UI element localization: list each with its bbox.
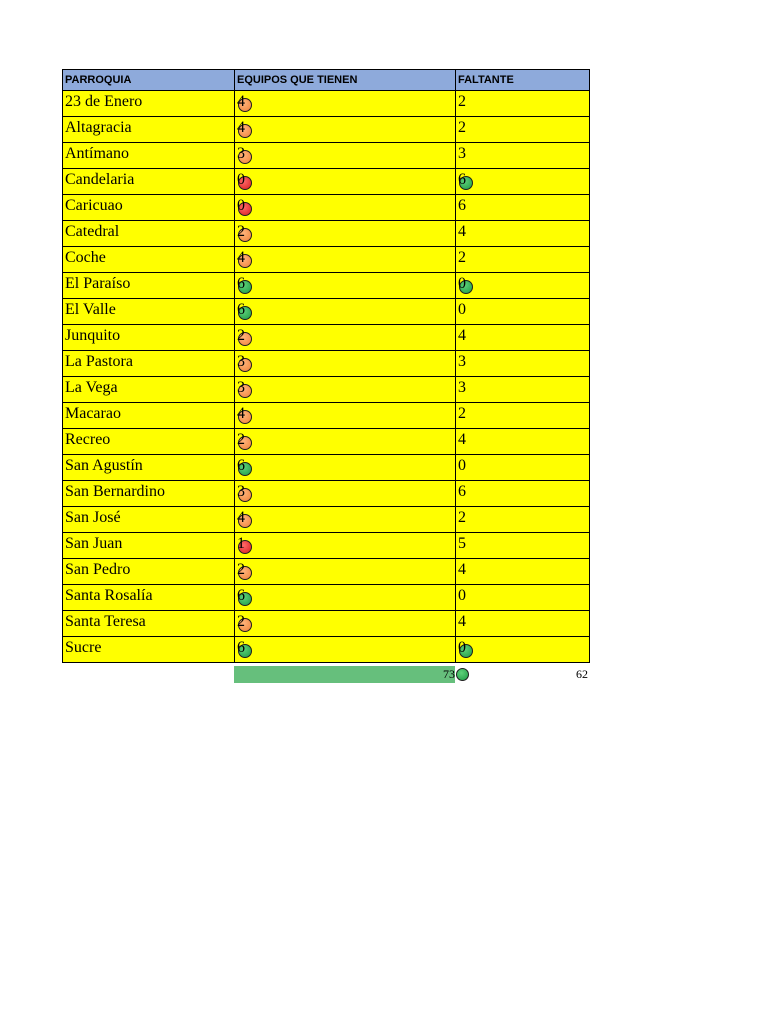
cell-faltante-content [458,507,472,532]
cell-parroquia[interactable]: La Pastora [63,351,235,377]
table-row [63,169,590,195]
cell-parroquia[interactable]: Caricuao [63,195,235,221]
equipos-value: 1 [237,535,245,552]
equipos-value: 3 [237,145,245,162]
faltante-value: 2 [458,249,466,266]
cell-equipos[interactable] [235,351,456,377]
cell-faltante[interactable] [456,377,590,403]
faltante-value: 3 [458,353,466,370]
total-faltante-value[interactable]: 62 [576,667,588,681]
cell-faltante[interactable] [456,247,590,273]
cell-faltante[interactable] [456,299,590,325]
header-faltante[interactable]: FALTANTE [456,70,590,91]
cell-faltante[interactable] [456,325,590,351]
cell-faltante-content [458,91,472,116]
cell-faltante-content [458,351,472,376]
faltante-value: 2 [458,509,466,526]
cell-equipos-content [237,247,251,272]
cell-faltante-content [458,299,472,324]
cell-equipos[interactable] [235,455,456,481]
equipos-value: 4 [237,119,245,136]
equipos-value: 4 [237,249,245,266]
faltante-value: 0 [458,275,466,292]
cell-equipos[interactable] [235,247,456,273]
cell-faltante[interactable] [456,585,590,611]
faltante-value: 3 [458,145,466,162]
cell-faltante[interactable] [456,143,590,169]
cell-equipos-content [237,533,251,558]
header-row [63,70,590,91]
header-equipos[interactable]: EQUIPOS QUE TIENEN [235,70,456,91]
cell-parroquia[interactable]: San Juan [63,533,235,559]
cell-equipos[interactable] [235,429,456,455]
equipos-value: 2 [237,327,245,344]
cell-parroquia[interactable]: 23 de Enero [63,91,235,117]
cell-equipos[interactable] [235,325,456,351]
cell-faltante[interactable] [456,455,590,481]
cell-faltante-content [458,611,472,636]
cell-faltante-content [458,403,472,428]
cell-faltante-content [458,143,472,168]
cell-equipos-content [237,481,251,506]
equipos-value: 4 [237,405,245,422]
table-row [63,429,590,455]
equipos-value: 4 [237,93,245,110]
faltante-value: 3 [458,379,466,396]
cell-faltante[interactable] [456,533,590,559]
table-row [63,273,590,299]
cell-faltante[interactable] [456,169,590,195]
cell-parroquia[interactable]: El Valle [63,299,235,325]
cell-equipos[interactable] [235,507,456,533]
cell-faltante[interactable] [456,195,590,221]
cell-parroquia[interactable]: Antímano [63,143,235,169]
totals-row [62,666,589,683]
faltante-value: 6 [458,171,466,188]
cell-equipos-content [237,559,251,584]
cell-equipos-content [237,91,251,116]
cell-equipos[interactable] [235,637,456,663]
cell-equipos-content [237,325,251,350]
cell-equipos[interactable] [235,481,456,507]
equipos-value: 4 [237,509,245,526]
equipos-value: 2 [237,561,245,578]
table-row [63,611,590,637]
parroquia-table [62,69,590,663]
cell-parroquia[interactable]: Santa Rosalía [63,585,235,611]
faltante-value: 5 [458,535,466,552]
table-row [63,637,590,663]
cell-equipos[interactable] [235,403,456,429]
cell-faltante[interactable] [456,429,590,455]
total-equipos-value[interactable]: 73 [443,667,455,681]
cell-equipos-content [237,455,251,480]
cell-faltante-content [458,559,472,584]
table-row [63,143,590,169]
table-row [63,221,590,247]
faltante-value: 0 [458,457,466,474]
cell-equipos-content [237,637,251,662]
cell-faltante-content [458,169,472,194]
cell-faltante-content [458,221,472,246]
cell-parroquia[interactable]: Altagracia [63,117,235,143]
cell-parroquia[interactable]: San Bernardino [63,481,235,507]
cell-faltante-content [458,533,472,558]
cell-faltante-content [458,481,472,506]
cell-equipos-content [237,377,251,402]
cell-equipos[interactable] [235,611,456,637]
table-row [63,91,590,117]
spreadsheet [62,69,589,663]
cell-faltante[interactable] [456,481,590,507]
cell-equipos[interactable] [235,273,456,299]
cell-equipos[interactable] [235,195,456,221]
equipos-value: 6 [237,639,245,656]
table-row [63,559,590,585]
cell-equipos-content [237,195,251,220]
cell-equipos-content [237,429,251,454]
table-row [63,377,590,403]
equipos-value: 6 [237,587,245,604]
cell-faltante[interactable] [456,507,590,533]
cell-equipos-content [237,299,251,324]
cell-parroquia[interactable]: San Agustín [63,455,235,481]
cell-parroquia[interactable]: Recreo [63,429,235,455]
cell-faltante-content [458,455,472,480]
equipos-value: 2 [237,613,245,630]
cell-equipos[interactable] [235,91,456,117]
cell-parroquia[interactable]: Macarao [63,403,235,429]
cell-equipos-content [237,403,251,428]
cell-equipos[interactable] [235,533,456,559]
cell-equipos-content [237,351,251,376]
equipos-value: 0 [237,197,245,214]
cell-equipos-content [237,169,251,194]
faltante-value: 2 [458,405,466,422]
cell-equipos[interactable] [235,299,456,325]
table-row [63,351,590,377]
faltante-value: 6 [458,197,466,214]
cell-parroquia[interactable]: Sucre [63,637,235,663]
cell-parroquia[interactable]: San Pedro [63,559,235,585]
cell-equipos[interactable] [235,221,456,247]
cell-parroquia[interactable]: Catedral [63,221,235,247]
cell-faltante-content [458,429,472,454]
cell-faltante[interactable] [456,91,590,117]
faltante-value: 4 [458,327,466,344]
cell-faltante[interactable] [456,273,590,299]
equipos-value: 2 [237,223,245,240]
cell-equipos[interactable] [235,377,456,403]
cell-faltante[interactable] [456,637,590,663]
cell-faltante-content [458,247,472,272]
table-row [63,455,590,481]
cell-parroquia[interactable]: La Vega [63,377,235,403]
cell-parroquia[interactable]: San José [63,507,235,533]
faltante-value: 0 [458,639,466,656]
equipos-value: 6 [237,275,245,292]
table-row [63,507,590,533]
cell-faltante[interactable] [456,403,590,429]
cell-parroquia[interactable]: Junquito [63,325,235,351]
table-row [63,325,590,351]
table-row [63,403,590,429]
equipos-value: 6 [237,457,245,474]
cell-equipos-content [237,611,251,636]
cell-faltante[interactable] [456,559,590,585]
cell-equipos[interactable] [235,169,456,195]
cell-faltante-content [458,195,472,220]
table-body [63,91,590,663]
cell-faltante[interactable] [456,221,590,247]
equipos-value: 2 [237,431,245,448]
cell-faltante[interactable] [456,611,590,637]
faltante-value: 4 [458,561,466,578]
cell-faltante[interactable] [456,117,590,143]
cell-faltante-content [458,377,472,402]
cell-equipos[interactable] [235,559,456,585]
cell-parroquia[interactable]: Coche [63,247,235,273]
cell-equipos-content [237,273,251,298]
table-row [63,481,590,507]
cell-parroquia[interactable]: Santa Teresa [63,611,235,637]
header-parroquia[interactable]: PARROQUIA [63,70,235,91]
cell-equipos[interactable] [235,143,456,169]
cell-faltante-content [458,585,472,610]
cell-faltante-content [458,273,472,298]
table-row [63,117,590,143]
cell-equipos-content [237,221,251,246]
cell-equipos-content [237,585,251,610]
equipos-value: 3 [237,483,245,500]
table-row [63,533,590,559]
equipos-value: 3 [237,379,245,396]
faltante-value: 6 [458,483,466,500]
cell-equipos[interactable] [235,585,456,611]
cell-faltante-content [458,117,472,142]
cell-faltante-content [458,325,472,350]
cell-faltante-content [458,637,472,662]
cell-equipos-content [237,117,251,142]
equipos-value: 6 [237,301,245,318]
equipos-value: 0 [237,171,245,188]
faltante-value: 2 [458,93,466,110]
table-row [63,247,590,273]
cell-equipos[interactable] [235,117,456,143]
faltante-value: 4 [458,431,466,448]
cell-parroquia[interactable]: Candelaria [63,169,235,195]
faltante-value: 2 [458,119,466,136]
cell-equipos-content [237,143,251,168]
equipos-value: 3 [237,353,245,370]
cell-parroquia[interactable]: El Paraíso [63,273,235,299]
cell-equipos-content [237,507,251,532]
table-row [63,299,590,325]
faltante-value: 0 [458,301,466,318]
table-row [63,585,590,611]
faltante-value: 4 [458,613,466,630]
table-row [63,195,590,221]
faltante-value: 0 [458,587,466,604]
faltante-value: 4 [458,223,466,240]
cell-faltante[interactable] [456,351,590,377]
